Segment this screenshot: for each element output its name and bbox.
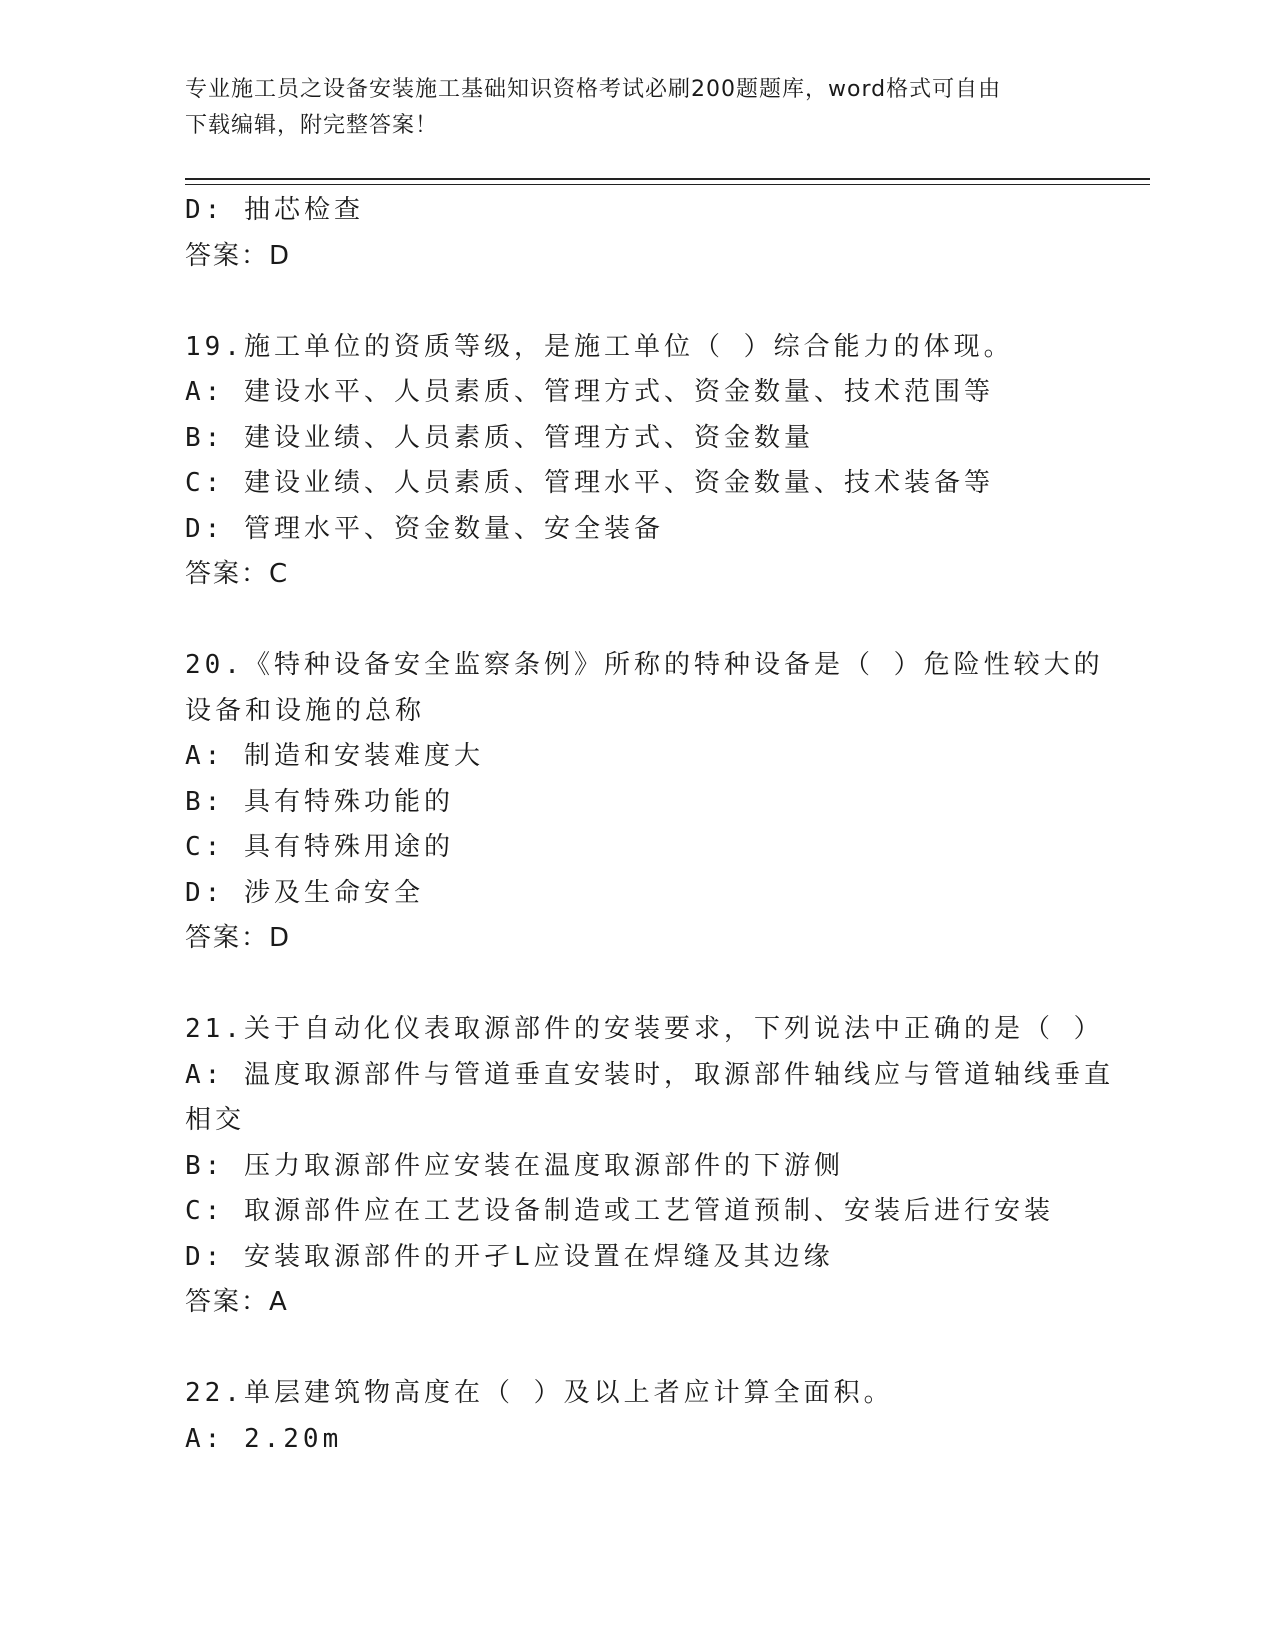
- option-a: A: 建设水平、人员素质、管理方式、资金数量、技术范围等: [185, 377, 994, 407]
- option-a: A: 制造和安装难度大: [185, 741, 484, 771]
- question-19: [185, 325, 1125, 598]
- question-22: [185, 1371, 1125, 1462]
- option-a: A: 2.20m: [185, 1423, 343, 1454]
- option-d: D: 管理水平、资金数量、安全装备: [185, 513, 664, 544]
- option-b: B: 压力取源部件应安装在温度取源部件的下游侧: [185, 1150, 844, 1181]
- header-rule-thin: [185, 184, 1150, 185]
- question-21: [185, 1007, 1125, 1326]
- option-a-continued: 相交: [185, 1105, 246, 1135]
- option-d: D: 涉及生命安全: [185, 877, 424, 908]
- header-line-1: 专业施工员之设备安装施工基础知识资格考试必刷200题题库，word格式可自由: [185, 77, 1002, 102]
- spacer: [185, 1326, 1125, 1372]
- page-header: [185, 72, 1085, 144]
- header-line-2: 下载编辑，附完整答案！: [185, 113, 439, 138]
- question-stem-continued: 设备和设施的总称: [185, 695, 426, 726]
- question-content: [185, 188, 1125, 1462]
- answer: 答案：D: [185, 923, 292, 953]
- option-a: A: 温度取源部件与管道垂直安装时，取源部件轴线应与管道轴线垂直: [185, 1059, 1114, 1090]
- option-c: C: 具有特殊用途的: [185, 832, 454, 862]
- carryover-option-d: D: 抽芯检查: [185, 195, 364, 225]
- spacer: [185, 962, 1125, 1008]
- spacer: [185, 279, 1125, 325]
- option-c: C: 建设业绩、人员素质、管理水平、资金数量、技术装备等: [185, 468, 994, 498]
- spacer: [185, 598, 1125, 644]
- answer: 答案：A: [185, 1287, 289, 1317]
- question-stem: 21.关于自动化仪表取源部件的安装要求，下列说法中正确的是（ ）: [185, 1014, 1104, 1044]
- question-stem: 20.《特种设备安全监察条例》所称的特种设备是（ ）危险性较大的: [185, 650, 1104, 680]
- option-b: B: 建设业绩、人员素质、管理方式、资金数量: [185, 422, 814, 453]
- option-d: D: 安装取源部件的开孑L应设置在焊缝及其边缘: [185, 1241, 834, 1272]
- option-b: B: 具有特殊功能的: [185, 786, 454, 817]
- carryover-answer: 答案：D: [185, 240, 292, 271]
- option-c: C: 取源部件应在工艺设备制造或工艺管道预制、安装后进行安装: [185, 1196, 1054, 1226]
- question-20: [185, 643, 1125, 962]
- question-stem: 22.单层建筑物高度在（ ）及以上者应计算全面积。: [185, 1378, 894, 1408]
- answer: 答案：C: [185, 559, 290, 589]
- header-rule-thick: [185, 178, 1150, 180]
- question-stem: 19.施工单位的资质等级，是施工单位（ ）综合能力的体现。: [185, 331, 1014, 362]
